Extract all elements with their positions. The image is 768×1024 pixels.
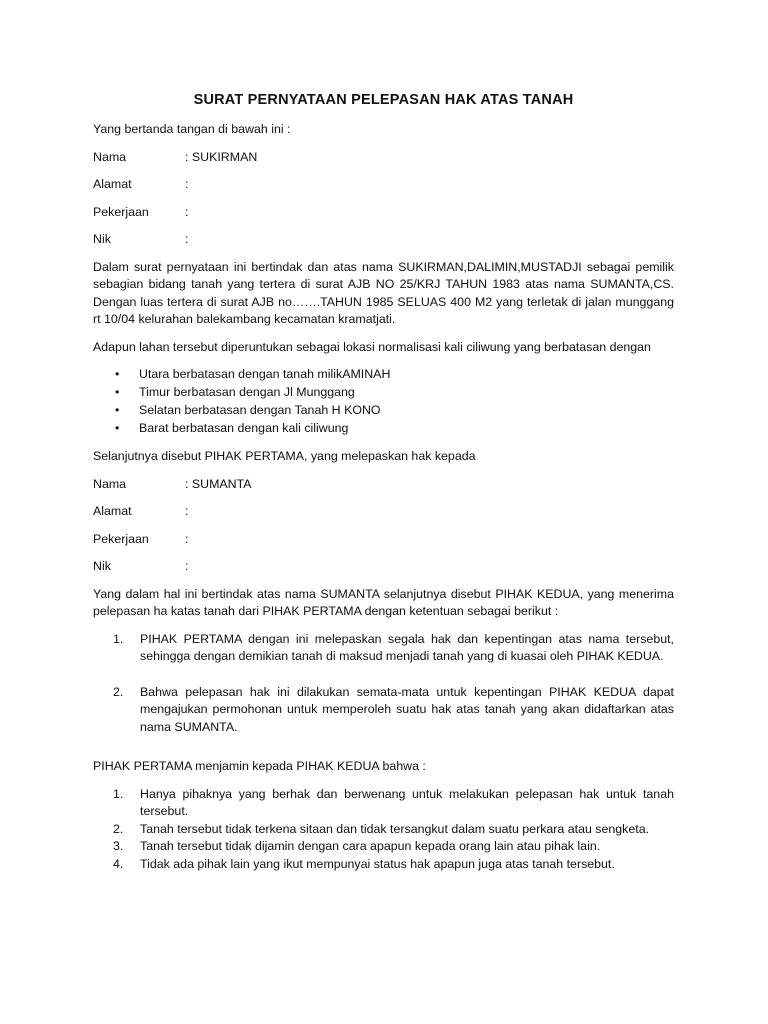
field-value: : — [185, 504, 189, 518]
list-item-text: Timur berbatasan dengan Jl Munggang — [139, 385, 355, 399]
intro-text: Yang bertanda tangan di bawah ini : — [93, 122, 291, 136]
list-item — [93, 384, 674, 402]
list-item-text: Hanya pihaknya yang berhak dan berwenang untuk melakukan pelepasan hak untuk tanah tersebut. — [140, 786, 674, 818]
list-item — [93, 366, 674, 384]
list-item — [93, 402, 674, 420]
field-row — [93, 176, 674, 194]
field-value: : — [185, 204, 189, 219]
field-label: Nik — [93, 232, 111, 246]
field-row — [93, 503, 674, 521]
list-number: 1. — [113, 631, 124, 646]
list-item-text: Bahwa pelepasan hak ini dilakukan semata-mata untuk kepentingan PIHAK KEDUA dapat mengajukan permohonan untuk memperoleh suatu hak atas tanah yang akan didaftarkan atas nama SUMANTA. — [140, 684, 674, 734]
list-number: 3. — [113, 839, 124, 853]
document-title: SURAT PERNYATAAN PELEPASAN HAK ATAS TANAH — [193, 92, 574, 108]
boundary-list — [93, 366, 674, 438]
field-label: Pekerjaan — [93, 531, 149, 546]
first-party-paragraph: Selanjutnya disebut PIHAK PERTAMA, yang melepaskan hak kepada — [93, 449, 476, 463]
list-item-text: Tanah tersebut tidak dijamin dengan cara apapun kepada orang lain atau pihak lain. — [140, 839, 601, 853]
list-item-text: Barat berbatasan dengan kali ciliwung — [139, 421, 349, 435]
list-item — [93, 856, 674, 874]
field-row — [93, 149, 674, 167]
list-item-text: Tanah tersebut tidak terkena sitaan dan tidak tersangkut dalam suatu perkara atau sengketa. — [140, 821, 650, 836]
list-item — [93, 420, 674, 438]
second-party-paragraph: Yang dalam hal ini bertindak atas nama SUMANTA selanjutnya disebut PIHAK KEDUA, yang menerima pelepasan ha katas tanah dari PIHAK PERTAMA dengan ketentuan sebagai berikut : — [93, 586, 674, 618]
field-value: : SUMANTA — [185, 476, 252, 491]
list-number: 1. — [113, 786, 124, 801]
field-row — [93, 476, 674, 494]
field-label: Nik — [93, 559, 111, 573]
terms-list — [93, 631, 674, 737]
field-value: : — [185, 177, 189, 191]
bullet-icon: • — [115, 403, 120, 417]
bullet-icon: • — [115, 385, 120, 399]
list-number: 2. — [113, 821, 124, 836]
list-item — [93, 631, 674, 666]
guarantee-paragraph: PIHAK PERTAMA menjamin kepada PIHAK KEDUA bahwa : — [93, 759, 426, 773]
list-item-text: PIHAK PERTAMA dengan ini melepaskan segala hak dan kepentingan atas nama tersebut, sehingga dengan demikian tanah di maksud menjadi tanah yang di kuasai oleh PIHAK KEDUA. — [140, 631, 674, 663]
list-item — [93, 684, 674, 737]
field-label: Alamat — [93, 177, 132, 191]
list-item — [93, 821, 674, 839]
field-value: : — [185, 559, 189, 573]
field-label: Nama — [93, 149, 127, 164]
list-item — [93, 786, 674, 821]
bullet-icon: • — [115, 421, 120, 435]
list-number: 4. — [113, 856, 124, 871]
acting-paragraph: Dalam surat pernyataan ini bertindak dan atas nama SUKIRMAN,DALIMIN,MUSTADJI sebagai pemilik sebagian bidang tanah yang tertera di surat AJB NO 25/KRJ TAHUN 1983 atas nama SUMANTA,CS. Dengan luas tertera di surat AJB no…….TAHUN 1985 SELUAS 400 M2 yang terletak di jalan munggang rt 10/04 kelurahan balekambang kecamatan kramatjati. — [93, 259, 674, 326]
list-item-text: Utara berbatasan dengan tanah milikAMINAH — [139, 367, 391, 381]
purpose-paragraph: Adapun lahan tersebut diperuntukan sebagai lokasi normalisasi kali ciliwung yang berbatasan dengan — [93, 339, 651, 354]
list-item — [93, 838, 674, 856]
field-label: Alamat — [93, 504, 132, 518]
list-item-text: Tidak ada pihak lain yang ikut mempunyai status hak apapun juga atas tanah tersebut. — [140, 856, 615, 871]
field-value: : SUKIRMAN — [185, 149, 258, 164]
document-content — [93, 91, 674, 873]
list-number: 2. — [113, 684, 124, 699]
field-value: : — [185, 531, 189, 546]
field-label: Nama — [93, 476, 127, 491]
field-row — [93, 531, 674, 549]
second-party-fields — [93, 476, 674, 576]
field-row — [93, 231, 674, 249]
guarantee-list — [93, 786, 674, 874]
field-row — [93, 204, 674, 222]
field-value: : — [185, 232, 189, 246]
field-row — [93, 558, 674, 576]
field-label: Pekerjaan — [93, 204, 149, 219]
bullet-icon: • — [115, 367, 120, 381]
list-item-text: Selatan berbatasan dengan Tanah H KONO — [139, 403, 381, 417]
first-party-fields — [93, 149, 674, 249]
